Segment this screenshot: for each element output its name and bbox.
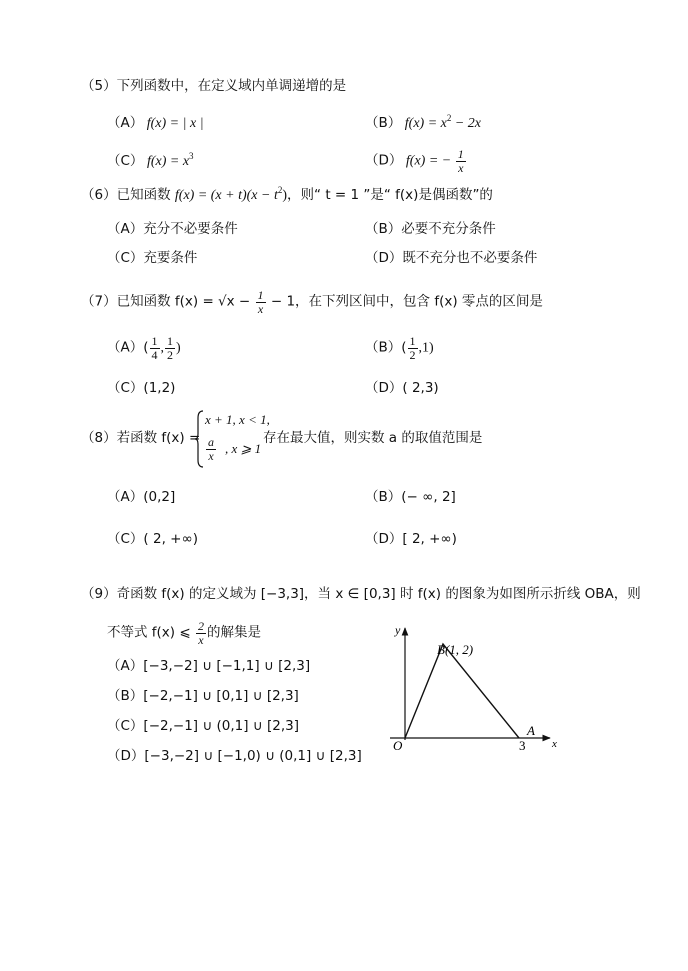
graph-polyline-oba bbox=[405, 644, 519, 738]
q6-option-d[interactable]: （D）既不充分也不必要条件 bbox=[365, 250, 538, 266]
q6-stem-post: ，则“ t = 1 ”是“ f(x)是偶函数”的 bbox=[287, 187, 493, 203]
q5-option-a[interactable] bbox=[107, 114, 204, 133]
q7-a-close: ) bbox=[176, 340, 181, 356]
q7-b-close: ,1) bbox=[418, 340, 434, 356]
q9-graph bbox=[385, 620, 565, 755]
q5-d-num: 1 bbox=[457, 147, 464, 161]
q6-option-a[interactable]: （A）充分不必要条件 bbox=[107, 221, 238, 237]
q7-a-d1: 4 bbox=[151, 348, 158, 362]
q8-case2 bbox=[205, 436, 261, 463]
q5-c-expr: f(x) = x bbox=[146, 154, 190, 169]
q9-option-a[interactable]: （A）[−3,−2] ∪ [−1,1] ∪ [2,3] bbox=[107, 658, 311, 674]
q5-b-label: （B） bbox=[365, 115, 402, 131]
q9-option-c[interactable]: （C）[−2,−1] ∪ (0,1] ∪ [2,3] bbox=[107, 718, 299, 734]
q5-stem: （5）下列函数中，在定义域内单调递增的是 bbox=[81, 78, 347, 94]
q7-option-a[interactable]: （A）( $\frac{1}{4}$ , $\frac{1}{2}$ ) bbox=[107, 334, 181, 362]
q7-b-label: （B）( bbox=[365, 339, 407, 356]
q8-case2-frac bbox=[206, 436, 216, 463]
q7-b-d1: 2 bbox=[409, 348, 416, 362]
q7-a-frac2 bbox=[165, 335, 175, 362]
q9-option-b[interactable]: （B）[−2,−1] ∪ [0,1] ∪ [2,3] bbox=[107, 688, 299, 704]
q7-a-n1: 1 bbox=[151, 334, 158, 348]
q5-a-label: （A） bbox=[107, 115, 144, 131]
q8-option-b[interactable]: （B）(− ∞, 2] bbox=[365, 489, 456, 505]
q7-stem-den: x bbox=[257, 302, 264, 316]
q7-a-label: （A）( bbox=[107, 339, 149, 356]
q7-a-d2: 2 bbox=[167, 348, 174, 362]
q5-a-expr: f(x) = | x | bbox=[146, 116, 204, 131]
q8-option-d[interactable]: （D）[ 2, +∞) bbox=[365, 531, 457, 547]
q7-stem-post: − 1，在下列区间中，包含 f(x) 零点的区间是 bbox=[266, 293, 543, 310]
q9-line2 bbox=[107, 620, 261, 647]
q9-option-d[interactable]: （D）[−3,−2] ∪ [−1,0) ∪ (0,1] ∪ [2,3] bbox=[107, 748, 362, 764]
q6-option-b[interactable]: （B）必要不充分条件 bbox=[365, 221, 496, 237]
q9-line2-pre: 不等式 f(x) ⩽ bbox=[107, 624, 195, 641]
q5-d-label: （D） bbox=[365, 152, 403, 169]
q8-brace bbox=[195, 410, 205, 468]
q8-stem-post: 存在最大值，则实数 a 的取值范围是 bbox=[263, 430, 483, 446]
q8-stem-pre: （8）若函数 f(x) = bbox=[81, 430, 201, 446]
q5-b-sup: 2 bbox=[446, 113, 452, 123]
q5-d-den: x bbox=[458, 161, 464, 175]
q9-stem: （9）奇函数 f(x) 的定义域为 [−3,3]，当 x ∈ [0,3] 时 f(x) 的图象为如图所示折线 OBA，则 bbox=[81, 586, 641, 602]
q9-line2-frac bbox=[196, 620, 206, 647]
q7-stem bbox=[81, 289, 543, 316]
q6-stem-expr: f(x) = (x + t)(x − t bbox=[174, 188, 278, 203]
q8-case2-num: a bbox=[208, 435, 214, 449]
q7-stem-pre: （7）已知函数 f(x) = √x − bbox=[81, 293, 255, 310]
q9-line2-den: x bbox=[198, 633, 204, 647]
graph-a-label: A bbox=[527, 723, 535, 738]
graph-b-label: B(1, 2) bbox=[437, 642, 474, 657]
q6-option-c[interactable]: （C）充要条件 bbox=[107, 250, 198, 266]
q7-stem-frac bbox=[256, 289, 266, 316]
q6-stem bbox=[81, 186, 493, 205]
q7-option-c[interactable]: （C）(1,2) bbox=[107, 380, 176, 396]
q8-option-a[interactable]: （A）(0,2] bbox=[107, 489, 176, 505]
q5-b-expr-post: − 2x bbox=[451, 116, 482, 131]
q5-c-label: （C） bbox=[107, 153, 144, 169]
q8-option-c[interactable]: （C）( 2, +∞) bbox=[107, 531, 198, 547]
q7-stem-num: 1 bbox=[257, 288, 264, 302]
q5-option-b[interactable] bbox=[365, 114, 481, 133]
q5-b-expr: f(x) = x bbox=[404, 116, 447, 131]
q6-stem-expr-end: ) bbox=[282, 188, 288, 203]
q6-stem-sup: 2 bbox=[277, 185, 283, 195]
graph-x-label: x bbox=[552, 738, 557, 750]
q8-case2-den: x bbox=[208, 449, 214, 463]
q7-a-frac1 bbox=[150, 335, 160, 362]
q5-d-frac bbox=[456, 148, 466, 175]
q9-line2-post: 的解集是 bbox=[206, 624, 261, 641]
q7-option-d[interactable]: （D）( 2,3) bbox=[365, 380, 439, 396]
q8-case1: x + 1, x < 1, bbox=[205, 412, 270, 427]
q7-b-n1: 1 bbox=[409, 334, 416, 348]
q5-option-d[interactable] bbox=[365, 148, 467, 175]
graph-tick-3: 3 bbox=[519, 738, 526, 753]
q5-d-expr: f(x) = − bbox=[405, 153, 452, 169]
q6-stem-pre: （6）已知函数 bbox=[81, 187, 175, 203]
q8-case2-cond: , x ⩾ 1 bbox=[225, 440, 262, 456]
graph-origin-label: O bbox=[393, 738, 403, 753]
q7-b-frac bbox=[408, 335, 418, 362]
q5-c-sup: 3 bbox=[189, 151, 194, 161]
q7-a-n2: 1 bbox=[167, 334, 174, 348]
q9-line2-num: 2 bbox=[197, 619, 204, 633]
q5-option-c[interactable] bbox=[107, 152, 194, 171]
q7-option-b[interactable] bbox=[365, 335, 434, 362]
graph-y-label: y bbox=[395, 623, 401, 637]
